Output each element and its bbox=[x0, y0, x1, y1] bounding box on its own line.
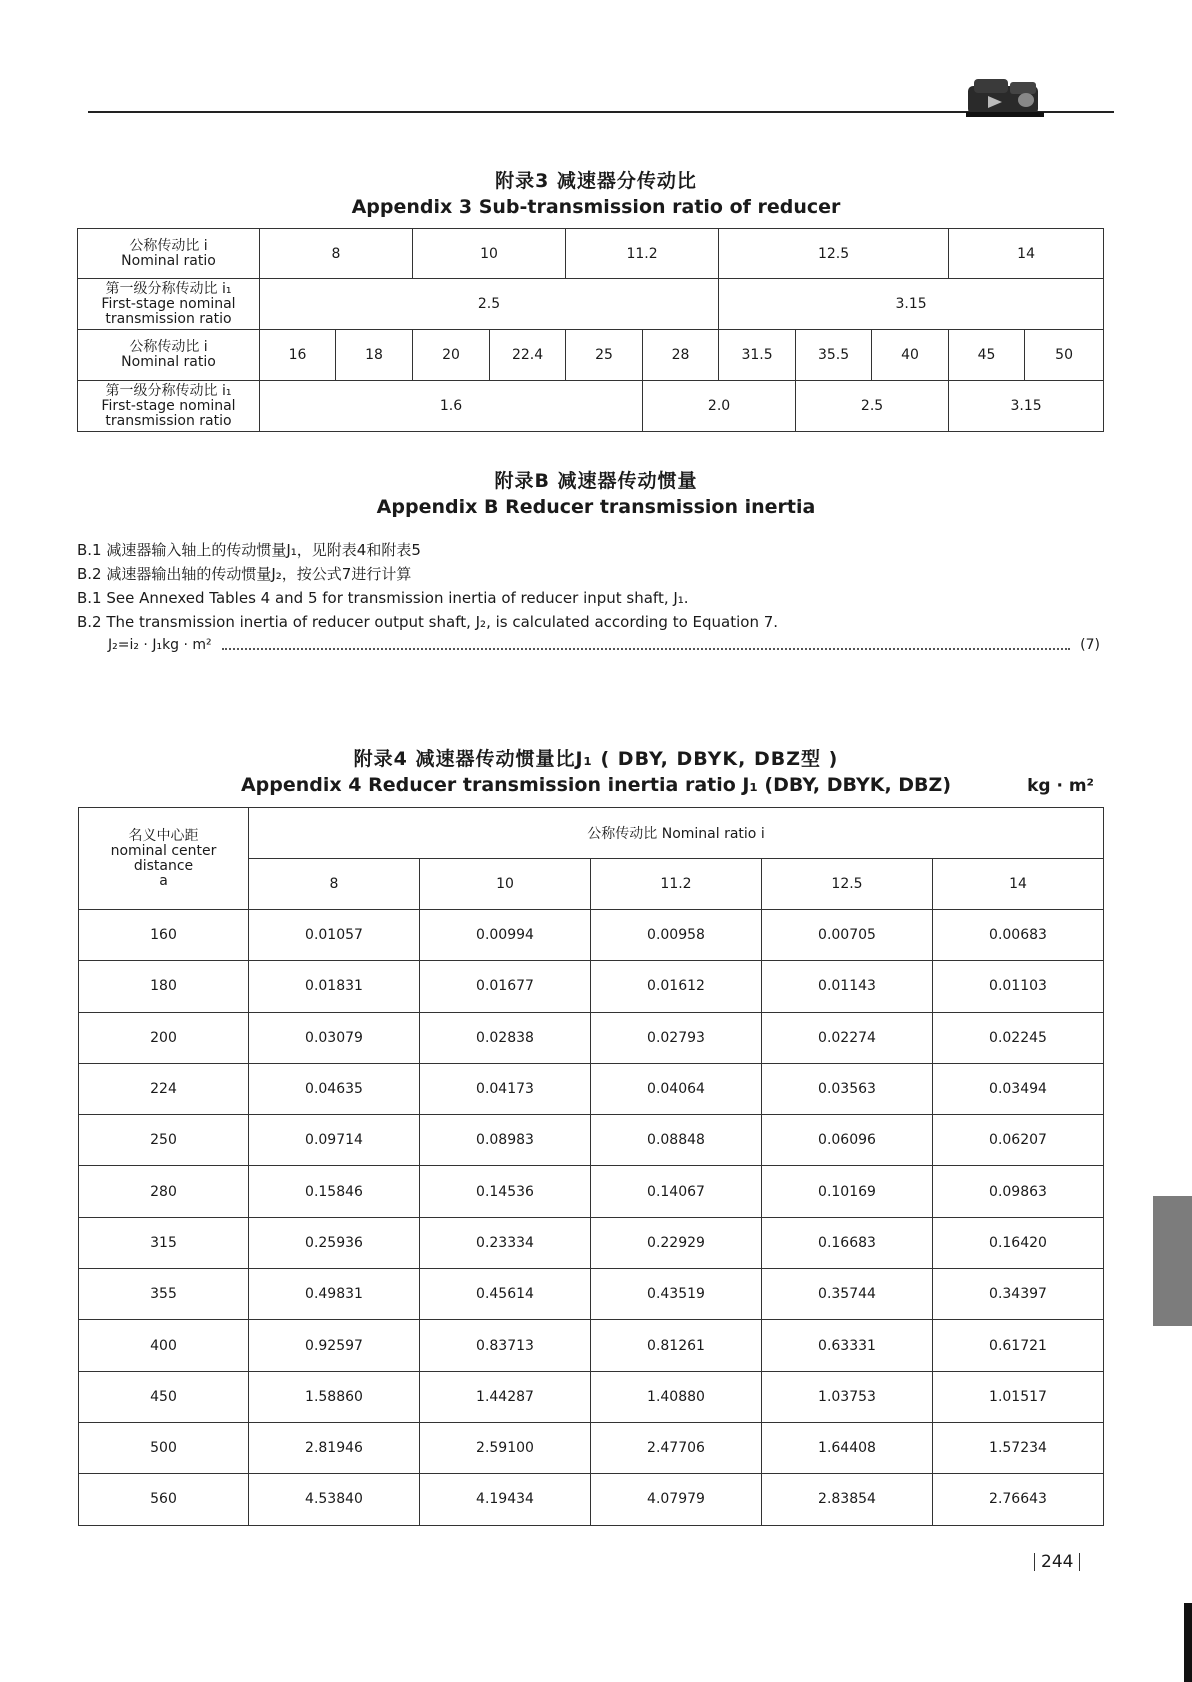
table-cell: 3.15 bbox=[949, 381, 1104, 432]
table-row bbox=[79, 961, 1104, 1012]
table-row bbox=[79, 1269, 1104, 1320]
inertia-value-cell: 0.10169 bbox=[762, 1166, 933, 1217]
table-row bbox=[79, 1012, 1104, 1063]
ratio-header: 11.2 bbox=[591, 859, 762, 910]
inertia-value-cell: 0.09714 bbox=[249, 1115, 420, 1166]
table-cell: 1.6 bbox=[260, 381, 643, 432]
ratio-header: 12.5 bbox=[762, 859, 933, 910]
inertia-value-cell: 0.49831 bbox=[249, 1269, 420, 1320]
ratio-header: 14 bbox=[933, 859, 1104, 910]
appendixB-title-zh: 附录B 减速器传动惯量 bbox=[494, 470, 698, 492]
appendix4-title-en: Appendix 4 Reducer transmission inertia ratio J₁ (DBY, DBYK, DBZ) bbox=[240, 774, 952, 796]
inertia-value-cell: 1.40880 bbox=[591, 1371, 762, 1422]
inertia-value-cell: 0.08848 bbox=[591, 1115, 762, 1166]
appendix4-header-row-1 bbox=[79, 808, 1104, 859]
equation-text: J₂=i₂ · J₁kg · m² bbox=[108, 637, 212, 653]
center-distance-cell: 355 bbox=[79, 1269, 249, 1320]
margin-bar bbox=[1184, 1603, 1192, 1682]
inertia-value-cell: 1.58860 bbox=[249, 1371, 420, 1422]
nominal-ratio-label-zh: 公称传动比 i bbox=[129, 237, 208, 254]
inertia-value-cell: 0.14536 bbox=[420, 1166, 591, 1217]
unit-label: kg · m² bbox=[1027, 776, 1094, 796]
appendix3-row-nominal-1 bbox=[78, 229, 1104, 279]
inertia-value-cell: 0.02793 bbox=[591, 1012, 762, 1063]
inertia-value-cell: 2.81946 bbox=[249, 1422, 420, 1473]
center-distance-cell: 280 bbox=[79, 1166, 249, 1217]
center-distance-zh: 名义中心距 bbox=[128, 827, 199, 844]
inertia-value-cell: 0.02838 bbox=[420, 1012, 591, 1063]
inertia-value-cell: 0.01057 bbox=[249, 910, 420, 961]
table-cell: 3.15 bbox=[719, 279, 1104, 330]
table-cell: 31.5 bbox=[719, 330, 796, 381]
first-stage-ratio-label bbox=[78, 381, 260, 432]
first-stage-label-en2: transmission ratio bbox=[105, 412, 232, 429]
body-line: B.2 The transmission inertia of reducer output shaft, J₂, is calculated according to Equation 7. bbox=[77, 613, 779, 631]
inertia-value-cell: 0.34397 bbox=[933, 1269, 1104, 1320]
inertia-value-cell: 1.44287 bbox=[420, 1371, 591, 1422]
nominal-ratio-label-zh: 公称传动比 i bbox=[129, 339, 208, 355]
table-cell: 35.5 bbox=[796, 330, 872, 381]
table-cell: 2.0 bbox=[643, 381, 796, 432]
first-stage-label-zh: 第一级分称传动比 i₁ bbox=[105, 280, 232, 297]
inertia-value-cell: 0.61721 bbox=[933, 1320, 1104, 1371]
center-distance-cell: 180 bbox=[79, 961, 249, 1012]
inertia-value-cell: 0.23334 bbox=[420, 1217, 591, 1268]
center-distance-cell: 500 bbox=[79, 1422, 249, 1473]
appendix3-row-first-1 bbox=[78, 279, 1104, 330]
inertia-value-cell: 0.35744 bbox=[762, 1269, 933, 1320]
center-distance-cell: 560 bbox=[79, 1474, 249, 1525]
header-rule bbox=[88, 111, 1114, 113]
equation-number: (7) bbox=[1080, 637, 1100, 653]
inertia-value-cell: 4.19434 bbox=[420, 1474, 591, 1525]
appendixB-body bbox=[77, 538, 1107, 634]
first-stage-label-en1: First-stage nominal bbox=[101, 295, 236, 312]
table-cell: 25 bbox=[566, 330, 643, 381]
appendix3-title-zh: 附录3 减速器分传动比 bbox=[495, 170, 697, 192]
ratio-header: 8 bbox=[249, 859, 420, 910]
center-distance-cell: 315 bbox=[79, 1217, 249, 1268]
inertia-value-cell: 0.92597 bbox=[249, 1320, 420, 1371]
body-line: B.2 减速器输出轴的传动惯量J₂，按公式7进行计算 bbox=[77, 565, 412, 583]
inertia-value-cell: 1.03753 bbox=[762, 1371, 933, 1422]
table-cell: 16 bbox=[260, 330, 336, 381]
inertia-value-cell: 0.00958 bbox=[591, 910, 762, 961]
ratio-header: 10 bbox=[420, 859, 591, 910]
center-distance-cell: 160 bbox=[79, 910, 249, 961]
appendixB-title-en: Appendix B Reducer transmission inertia bbox=[376, 496, 816, 518]
center-distance-cell: 400 bbox=[79, 1320, 249, 1371]
appendix3-title-en: Appendix 3 Sub-transmission ratio of reducer bbox=[351, 196, 841, 218]
body-line: B.1 减速器输入轴上的传动惯量J₁，见附表4和附表5 bbox=[77, 541, 421, 559]
center-distance-cell: 224 bbox=[79, 1063, 249, 1114]
inertia-value-cell: 0.01143 bbox=[762, 961, 933, 1012]
inertia-value-cell: 4.07979 bbox=[591, 1474, 762, 1525]
inertia-value-cell: 0.06096 bbox=[762, 1115, 933, 1166]
inertia-value-cell: 0.16420 bbox=[933, 1217, 1104, 1268]
table-cell: 22.4 bbox=[490, 330, 566, 381]
page-number: 244 bbox=[1034, 1553, 1080, 1571]
table-row bbox=[79, 1063, 1104, 1114]
table-row bbox=[79, 1166, 1104, 1217]
center-distance-en2: distance bbox=[133, 857, 194, 874]
appendixB-title bbox=[0, 466, 1192, 518]
inertia-value-cell: 0.01612 bbox=[591, 961, 762, 1012]
inertia-value-cell: 2.83854 bbox=[762, 1474, 933, 1525]
inertia-value-cell: 0.63331 bbox=[762, 1320, 933, 1371]
center-distance-cell: 250 bbox=[79, 1115, 249, 1166]
inertia-value-cell: 0.04064 bbox=[591, 1063, 762, 1114]
table-cell: 28 bbox=[643, 330, 719, 381]
table-cell: 8 bbox=[260, 229, 413, 279]
inertia-value-cell: 0.04173 bbox=[420, 1063, 591, 1114]
table-cell: 11.2 bbox=[566, 229, 719, 279]
dot-leader bbox=[222, 648, 1070, 650]
table-row bbox=[79, 1217, 1104, 1268]
inertia-value-cell: 2.76643 bbox=[933, 1474, 1104, 1525]
table-cell: 12.5 bbox=[719, 229, 949, 279]
appendix3-row-first-2 bbox=[78, 381, 1104, 432]
inertia-value-cell: 0.15846 bbox=[249, 1166, 420, 1217]
appendix4-title bbox=[0, 744, 1192, 796]
inertia-value-cell: 0.16683 bbox=[762, 1217, 933, 1268]
center-distance-en3: a bbox=[159, 872, 168, 889]
first-stage-label-zh: 第一级分称传动比 i₁ bbox=[105, 382, 232, 399]
inertia-value-cell: 0.06207 bbox=[933, 1115, 1104, 1166]
table-cell: 50 bbox=[1025, 330, 1104, 381]
center-distance-cell: 450 bbox=[79, 1371, 249, 1422]
table-cell: 40 bbox=[872, 330, 949, 381]
first-stage-label-en2: transmission ratio bbox=[105, 310, 232, 327]
inertia-value-cell: 0.04635 bbox=[249, 1063, 420, 1114]
inertia-value-cell: 1.57234 bbox=[933, 1422, 1104, 1473]
nominal-ratio-label-en: Nominal ratio bbox=[121, 252, 216, 269]
inertia-value-cell: 0.01831 bbox=[249, 961, 420, 1012]
appendix4-title-zh: 附录4 减速器传动惯量比J₁ ( DBY, DBYK, DBZ型 ) bbox=[353, 748, 839, 770]
table-row bbox=[79, 1474, 1104, 1525]
table-cell: 20 bbox=[413, 330, 490, 381]
center-distance-header bbox=[79, 808, 249, 910]
inertia-value-cell: 1.64408 bbox=[762, 1422, 933, 1473]
inertia-value-cell: 0.45614 bbox=[420, 1269, 591, 1320]
inertia-value-cell: 0.01677 bbox=[420, 961, 591, 1012]
inertia-value-cell: 4.53840 bbox=[249, 1474, 420, 1525]
inertia-value-cell: 0.01103 bbox=[933, 961, 1104, 1012]
table-row bbox=[79, 1115, 1104, 1166]
table-cell: 2.5 bbox=[796, 381, 949, 432]
inertia-value-cell: 0.03563 bbox=[762, 1063, 933, 1114]
table-cell: 14 bbox=[949, 229, 1104, 279]
appendix3-row-nominal-2 bbox=[78, 330, 1104, 381]
inertia-value-cell: 0.02245 bbox=[933, 1012, 1104, 1063]
table-cell: 45 bbox=[949, 330, 1025, 381]
nominal-ratio-label bbox=[78, 330, 260, 381]
inertia-value-cell: 0.03079 bbox=[249, 1012, 420, 1063]
table-cell: 2.5 bbox=[260, 279, 719, 330]
nominal-ratio-label bbox=[78, 229, 260, 279]
center-distance-cell: 200 bbox=[79, 1012, 249, 1063]
nominal-ratio-label-en: Nominal ratio bbox=[121, 354, 216, 370]
table-cell: 18 bbox=[336, 330, 413, 381]
side-thumb-tab bbox=[1153, 1196, 1192, 1326]
appendix3-table bbox=[77, 228, 1104, 432]
equation-7 bbox=[108, 637, 1100, 653]
first-stage-ratio-label bbox=[78, 279, 260, 330]
table-cell: 10 bbox=[413, 229, 566, 279]
inertia-value-cell: 0.08983 bbox=[420, 1115, 591, 1166]
inertia-value-cell: 0.14067 bbox=[591, 1166, 762, 1217]
appendix4-body bbox=[79, 910, 1104, 1526]
inertia-value-cell: 0.03494 bbox=[933, 1063, 1104, 1114]
nominal-ratio-group-header: 公称传动比 Nominal ratio i bbox=[249, 808, 1104, 859]
appendix4-table bbox=[78, 807, 1104, 1526]
inertia-value-cell: 1.01517 bbox=[933, 1371, 1104, 1422]
inertia-value-cell: 0.83713 bbox=[420, 1320, 591, 1371]
first-stage-label-en1: First-stage nominal bbox=[101, 397, 236, 414]
body-line: B.1 See Annexed Tables 4 and 5 for transmission inertia of reducer input shaft, J₁. bbox=[77, 589, 689, 607]
inertia-value-cell: 2.59100 bbox=[420, 1422, 591, 1473]
table-row bbox=[79, 1320, 1104, 1371]
inertia-value-cell: 0.09863 bbox=[933, 1166, 1104, 1217]
inertia-value-cell: 2.47706 bbox=[591, 1422, 762, 1473]
reducer-logo-icon bbox=[966, 76, 1044, 118]
inertia-value-cell: 0.02274 bbox=[762, 1012, 933, 1063]
appendix3-title bbox=[0, 166, 1192, 218]
center-distance-en1: nominal center bbox=[110, 842, 217, 859]
inertia-value-cell: 0.00994 bbox=[420, 910, 591, 961]
inertia-value-cell: 0.81261 bbox=[591, 1320, 762, 1371]
table-row bbox=[79, 910, 1104, 961]
table-row bbox=[79, 1422, 1104, 1473]
inertia-value-cell: 0.43519 bbox=[591, 1269, 762, 1320]
inertia-value-cell: 0.22929 bbox=[591, 1217, 762, 1268]
table-row bbox=[79, 1371, 1104, 1422]
inertia-value-cell: 0.25936 bbox=[249, 1217, 420, 1268]
inertia-value-cell: 0.00705 bbox=[762, 910, 933, 961]
inertia-value-cell: 0.00683 bbox=[933, 910, 1104, 961]
